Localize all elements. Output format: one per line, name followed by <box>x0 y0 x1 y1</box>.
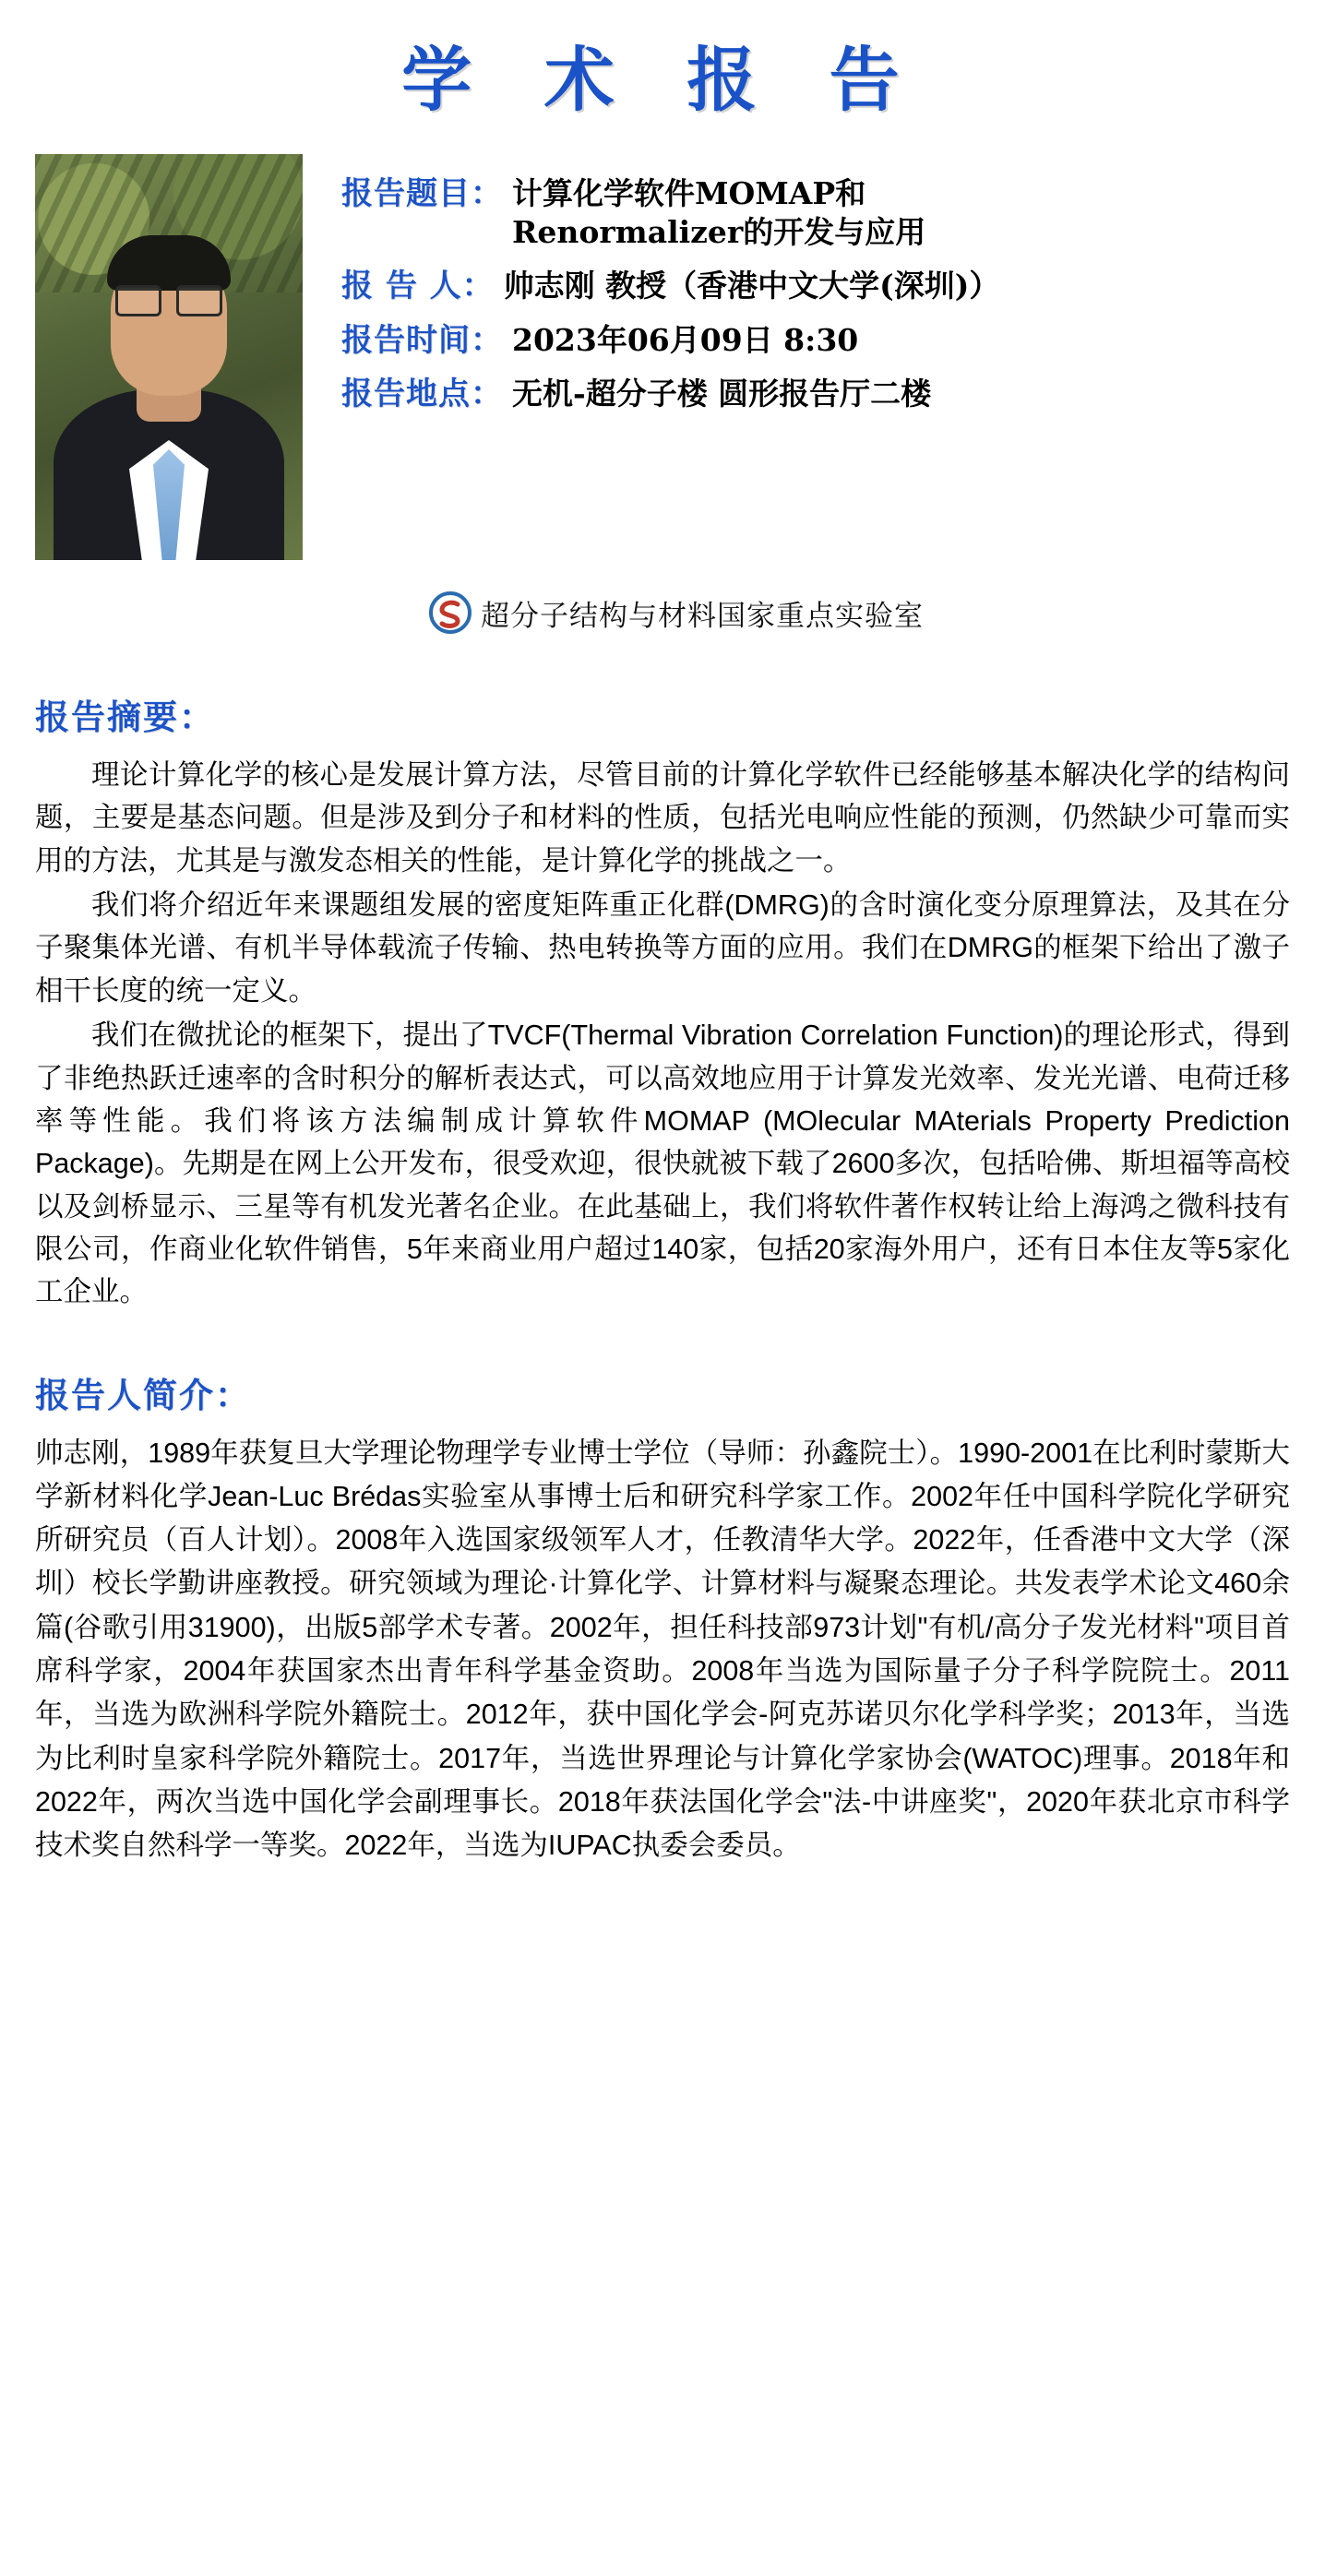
lab-logo-icon <box>429 591 472 634</box>
abstract-paragraph-3: 我们在微扰论的框架下，提出了TVCF(Thermal Vibration Correlation Function)的理论形式，得到了非绝热跃迁速率的含时积分的解析表达式，可以高效地应用于计算发光效率、发光光谱、电荷迁移率等性能。我们将该方法编制成计算软件MOMAP (MOlecular MAterials Property Prediction Package)。先期是在网上公开发布，很受欢迎，很快就被下载了2600多次，包括哈佛、斯坦福等高校以及剑桥显示、三星等有机发光著名企业。在此基础上，我们将软件著作权转让给上海鸿之微科技有限公司，作商业化软件销售，5年来商业用户超过140家，包括20家海外用户，还有日本住友等5家化工企业。 <box>35 1020 1290 1308</box>
poster-title-bar <box>35 0 1290 137</box>
info-row-time <box>341 321 1290 361</box>
lab-name: 超分子结构与材料国家重点实验室 <box>481 599 924 633</box>
info-row-speaker <box>341 267 1290 306</box>
page-title: 学 术 报 告 <box>401 39 924 121</box>
info-value-topic-line2: Renormalizer的开发与应用 <box>512 214 926 251</box>
info-value-venue: 无机-超分子楼 圆形报告厅二楼 <box>512 376 932 412</box>
poster-header <box>35 137 1290 560</box>
bio-paragraph: 帅志刚，1989年获复旦大学理论物理学专业博士学位（导师：孙鑫院士）。1990-2001在比利时蒙斯大学新材料化学Jean-Luc Brédas实验室从事博士后和研究科学家工作。2002年任中国科学院化学研究所研究员（百人计划）。2008年入选国家级领军人才，任教清华大学。2022年，任香港中文大学（深圳）校长学勤讲座教授。研究领域为理论·计算化学、计算材料与凝聚态理论。共发表学术论文460余篇(谷歌引用31900)，出版5部学术专著。2002年，担任科技部973计划"有机/高分子发光材料"项目首席科学家，2004年获国家杰出青年科学基金资助。2008年当选为国际量子分子科学院院士。2011年，当选为欧洲科学院外籍院士。2012年，获中国化学会-阿克苏诺贝尔化学科学奖；2013年，当选为比利时皇家科学院外籍院士。2017年，当选世界理论与计算化学家协会(WATOC)理事。2018年和2022年，两次当选中国化学会副理事长。2018年获法国化学会"法-中讲座奖"，2020年获北京市科学技术奖自然科学一等奖。2022年，当选为IUPAC执委会委员。 <box>35 1437 1290 1862</box>
abstract-section <box>35 689 1290 1314</box>
bio-section <box>35 1367 1290 1905</box>
speaker-photo <box>35 154 303 560</box>
info-label-venue: 报告地点： <box>341 376 503 413</box>
info-label-speaker: 报 告 人： <box>341 268 495 305</box>
abstract-heading: 报告摘要： <box>35 697 215 737</box>
info-row-venue <box>341 375 1290 414</box>
info-label-time: 报告时间： <box>341 321 503 359</box>
info-value-time: 2023年06月09日 8:30 <box>512 321 859 358</box>
talk-info <box>303 154 1290 429</box>
photo-hair <box>107 235 231 291</box>
lab-line <box>35 591 1290 634</box>
abstract-paragraph-2: 我们将介绍近年来课题组发展的密度矩阵重正化群(DMRG)的含时演化变分原理算法，及其在分子聚集体光谱、有机半导体载流子传输、热电转换等方面的应用。我们在DMRG的框架下给出了激子相干长度的统一定义。 <box>35 889 1290 1007</box>
info-label-topic: 报告题目： <box>341 175 503 212</box>
glasses-icon <box>115 285 222 313</box>
info-row-topic <box>341 174 1290 252</box>
info-value-topic <box>503 174 925 252</box>
info-value-topic-line1: 计算化学软件MOMAP和 <box>512 175 866 211</box>
info-value-speaker: 帅志刚 教授（香港中文大学(深圳)） <box>503 268 1000 304</box>
bio-heading: 报告人简介： <box>35 1374 251 1415</box>
abstract-paragraph-1: 理论计算化学的核心是发展计算方法，尽管目前的计算化学软件已经能够基本解决化学的结构问题，主要是基态问题。但是涉及到分子和材料的性质，包括光电响应性能的预测，仍然缺少可靠而实用的方法，尤其是与激发态相关的性能，是计算化学的挑战之一。 <box>35 759 1290 877</box>
